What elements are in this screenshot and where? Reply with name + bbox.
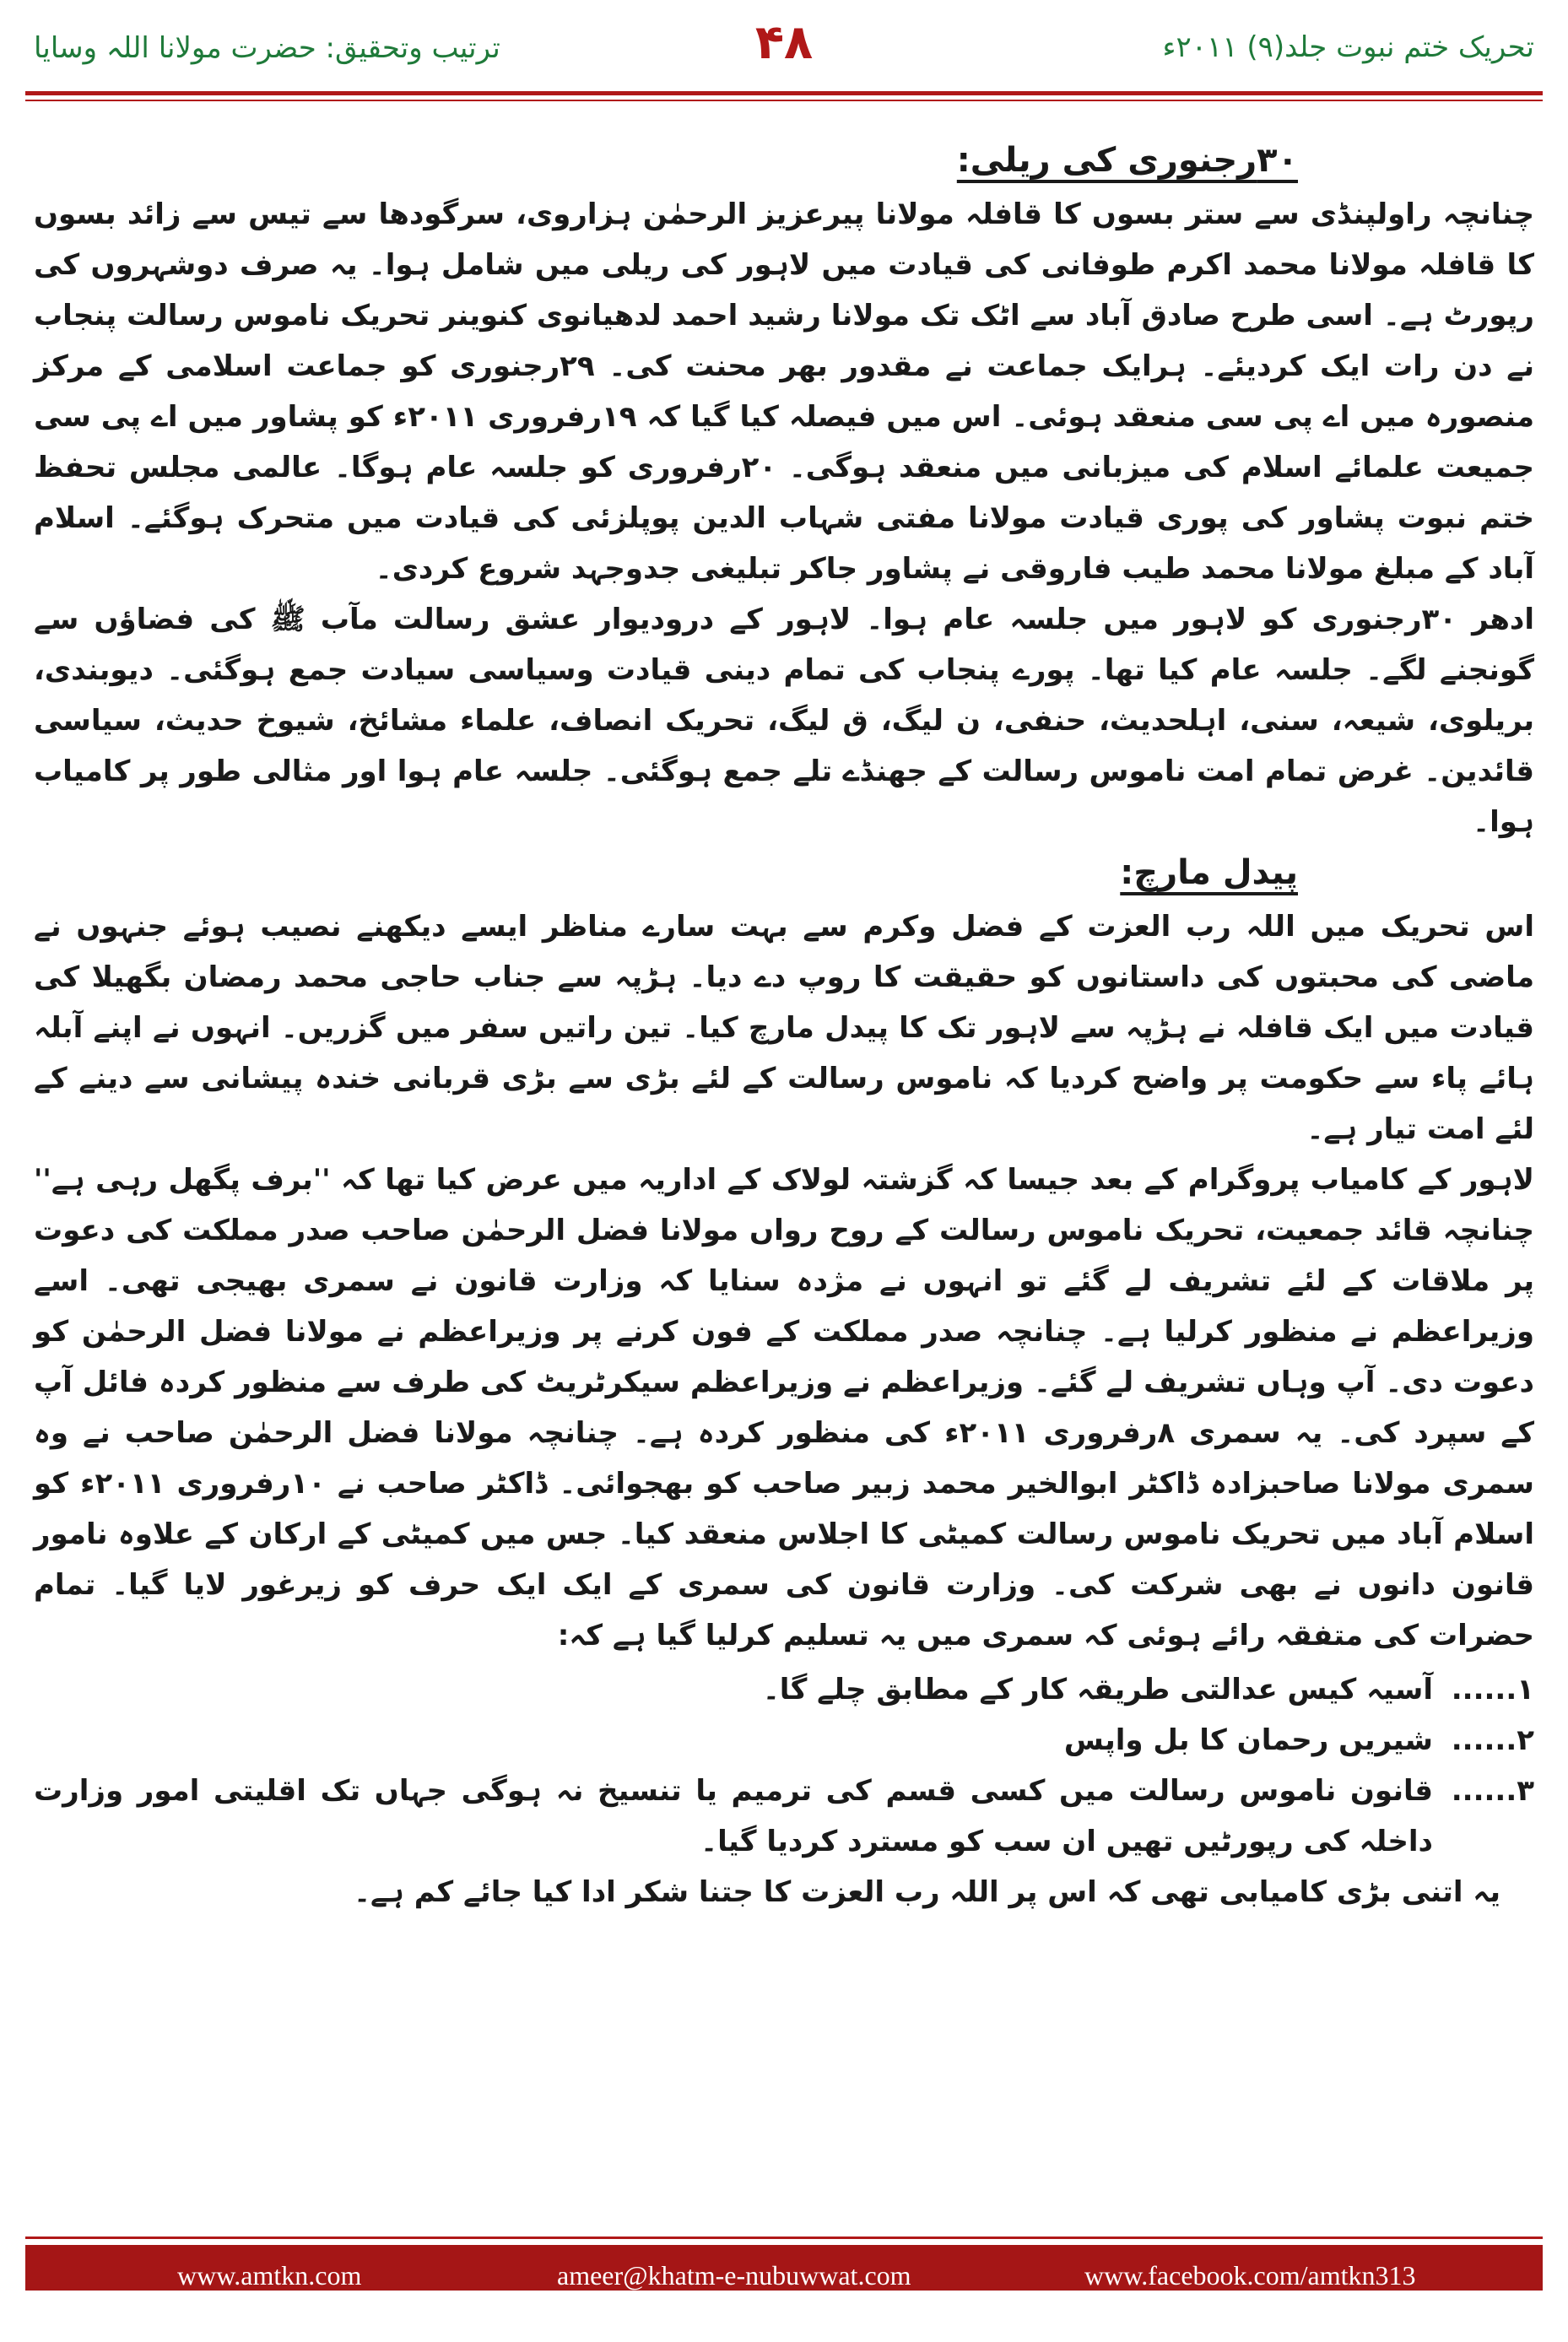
header-rule-thin xyxy=(25,100,1543,101)
list-item xyxy=(34,1664,1534,1715)
footer-bar xyxy=(25,2245,1543,2291)
list-item-text: آسیہ کیس عدالتی طریقہ کار کے مطابق چلے گا۔ xyxy=(762,1673,1433,1706)
summary-points-list xyxy=(34,1664,1534,1867)
facebook-link[interactable]: www.facebook.com/amtkn313 xyxy=(1084,2260,1416,2291)
list-item-number: ۱...... xyxy=(1451,1673,1534,1706)
book-title: تحریک ختم نبوت جلد(۹) ۲۰۱۱ء xyxy=(1162,30,1534,64)
list-item-text: قانون ناموس رسالت میں کسی قسم کی ترمیم یا تنسیخ نہ ہوگی جہاں تک اقلیتی امور وزارت داخلہ کی رپورٹیں تھیں ان سب کو مسترد کردیا گیا۔ xyxy=(34,1774,1433,1858)
section-heading: ۳۰رجنوری کی ریلی: xyxy=(956,141,1298,180)
page-footer xyxy=(0,2237,1568,2342)
list-item-text: شیریں رحمان کا بل واپس xyxy=(1063,1723,1433,1757)
list-item xyxy=(34,1715,1534,1766)
list-item-number: ۲...... xyxy=(1451,1723,1534,1757)
footer-rule xyxy=(25,2237,1543,2239)
paragraph: لاہور کے کامیاب پروگرام کے بعد جیسا کہ گزشتہ لولاک کے اداریہ میں عرض کیا تھا کہ ''برف پگھل رہی ہے'' چنانچہ قائد جمعیت، تحریک ناموس رسالت کے روح رواں مولانا فضل الرحمٰن صاحب صدر مملکت کی دعوت پر ملاقات کے لئے تشریف لے گئے تو انہوں نے مژدہ سنایا کہ وزارت قانون نے سمری بھیجی تھی۔ اسے وزیراعظم نے منظور کرلیا ہے۔ چنانچہ صدر مملکت کے فون کرنے پر وزیراعظم نے مولانا فضل الرحمٰن کو دعوت دی۔ آپ وہاں تشریف لے گئے۔ وزیراعظم نے وزیراعظم سیکرٹریٹ کی طرف سے منظور کردہ فائل آپ کے سپرد کی۔ یہ سمری ۸رفروری ۲۰۱۱ء کی منظور کردہ ہے۔ چنانچہ مولانا فضل الرحمٰن صاحب نے وہ سمری مولانا صاحبزادہ ڈاکٹر ابوالخیر محمد زبیر صاحب کو بھجوائی۔ ڈاکٹر صاحب نے ۱۰رفروری ۲۰۱۱ء کو اسلام آباد میں تحریک ناموس رسالت کمیٹی کا اجلاس منعقد کیا۔ جس میں کمیٹی کے ارکان کے علاوہ نامور قانون دانوں نے بھی شرکت کی۔ وزارت قانون کی سمری کے ایک ایک حرف کو زیرغور لایا گیا۔ تمام حضرات کی متفقہ رائے ہوئی کہ سمری میں یہ تسلیم کرلیا گیا ہے کہ: xyxy=(34,1163,1534,1652)
closing-paragraph: یہ اتنی بڑی کامیابی تھی کہ اس پر اللہ رب العزت کا جتنا شکر ادا کیا جائے کم ہے۔ xyxy=(354,1875,1500,1909)
page-number: ۴۸ xyxy=(754,15,814,70)
email-link[interactable]: ameer@khatm-e-nubuwwat.com xyxy=(557,2260,911,2291)
section-march xyxy=(34,847,1534,1661)
compiler-credit: ترتیب وتحقیق: حضرت مولانا اللہ وسایا xyxy=(34,31,500,65)
paragraph: ادھر ۳۰رجنوری کو لاہور میں جلسہ عام ہوا۔ لاہور کے درودیوار عشق رسالت مآب ﷺ کی فضاؤں سے گونجنے لگے۔ جلسہ عام کیا تھا۔ پورے پنجاب کی تمام دینی قیادت وسیاسی سیادت جمع ہوگئی۔ دیوبندی، بریلوی، شیعہ، سنی، اہلحدیث، حنفی، ن لیگ، ق لیگ، تحریک انصاف، علماء مشائخ، شیوخ حدیث، سیاسی قائدین۔ غرض تمام امت ناموس رسالت کے جھنڈے تلے جمع ہوگئی۔ جلسہ عام ہوا اور مثالی طور پر کامیاب ہوا۔ xyxy=(34,603,1534,839)
list-item xyxy=(34,1766,1534,1867)
page-header xyxy=(0,0,1568,118)
list-item-number: ۳...... xyxy=(1451,1774,1534,1808)
section-rally xyxy=(34,135,1534,847)
section-heading: پیدل مارچ: xyxy=(1120,853,1298,892)
article-body xyxy=(34,135,1534,1917)
header-rule xyxy=(25,91,1543,95)
paragraph: اس تحریک میں اللہ رب العزت کے فضل وکرم سے بہت سارے مناظر ایسے دیکھنے نصیب ہوئے جنہوں نے ماضی کی محبتوں کی داستانوں کو حقیقت کا روپ دے دیا۔ ہڑپہ سے جناب حاجی محمد رمضان بگھیلا کی قیادت میں ایک قافلہ نے ہڑپہ سے لاہور تک کا پیدل مارچ کیا۔ تین راتیں سفر میں گزریں۔ انہوں نے اپنے آبلہ ہائے پاء سے حکومت پر واضح کردیا کہ ناموس رسالت کے لئے بڑی سے بڑی قربانی خندہ پیشانی سے دینے کے لئے امت تیار ہے۔ xyxy=(34,910,1534,1146)
paragraph: چنانچہ راولپنڈی سے ستر بسوں کا قافلہ مولانا پیرعزیز الرحمٰن ہزاروی، سرگودھا سے تیس سے زائد بسوں کا قافلہ مولانا محمد اکرم طوفانی کی قیادت میں لاہور کی ریلی میں شامل ہوا۔ یہ صرف دوشہروں کی رپورٹ ہے۔ اسی طرح صادق آباد سے اٹک تک مولانا رشید احمد لدھیانوی کنوینر تحریک ناموس رسالت پنجاب نے دن رات ایک کردیئے۔ ہرایک جماعت نے مقدور بھر محنت کی۔ ۲۹رجنوری کو جماعت اسلامی کے مرکز منصورہ میں اے پی سی منعقد ہوئی۔ اس میں فیصلہ کیا گیا کہ ۱۹رفروری ۲۰۱۱ء کو پشاور میں اے پی سی جمیعت علمائے اسلام کی میزبانی میں منعقد ہوگی۔ ۲۰رفروری کو جلسہ عام ہوگا۔ عالمی مجلس تحفظ ختم نبوت پشاور کی پوری قیادت مولانا مفتی شہاب الدین پوپلزئی کی قیادت میں متحرک ہوگئے۔ اسلام آباد کے مبلغ مولانا محمد طیب فاروقی نے پشاور جاکر تبلیغی جدوجہد شروع کردی۔ xyxy=(34,197,1535,586)
website-link[interactable]: www.amtkn.com xyxy=(177,2260,362,2291)
